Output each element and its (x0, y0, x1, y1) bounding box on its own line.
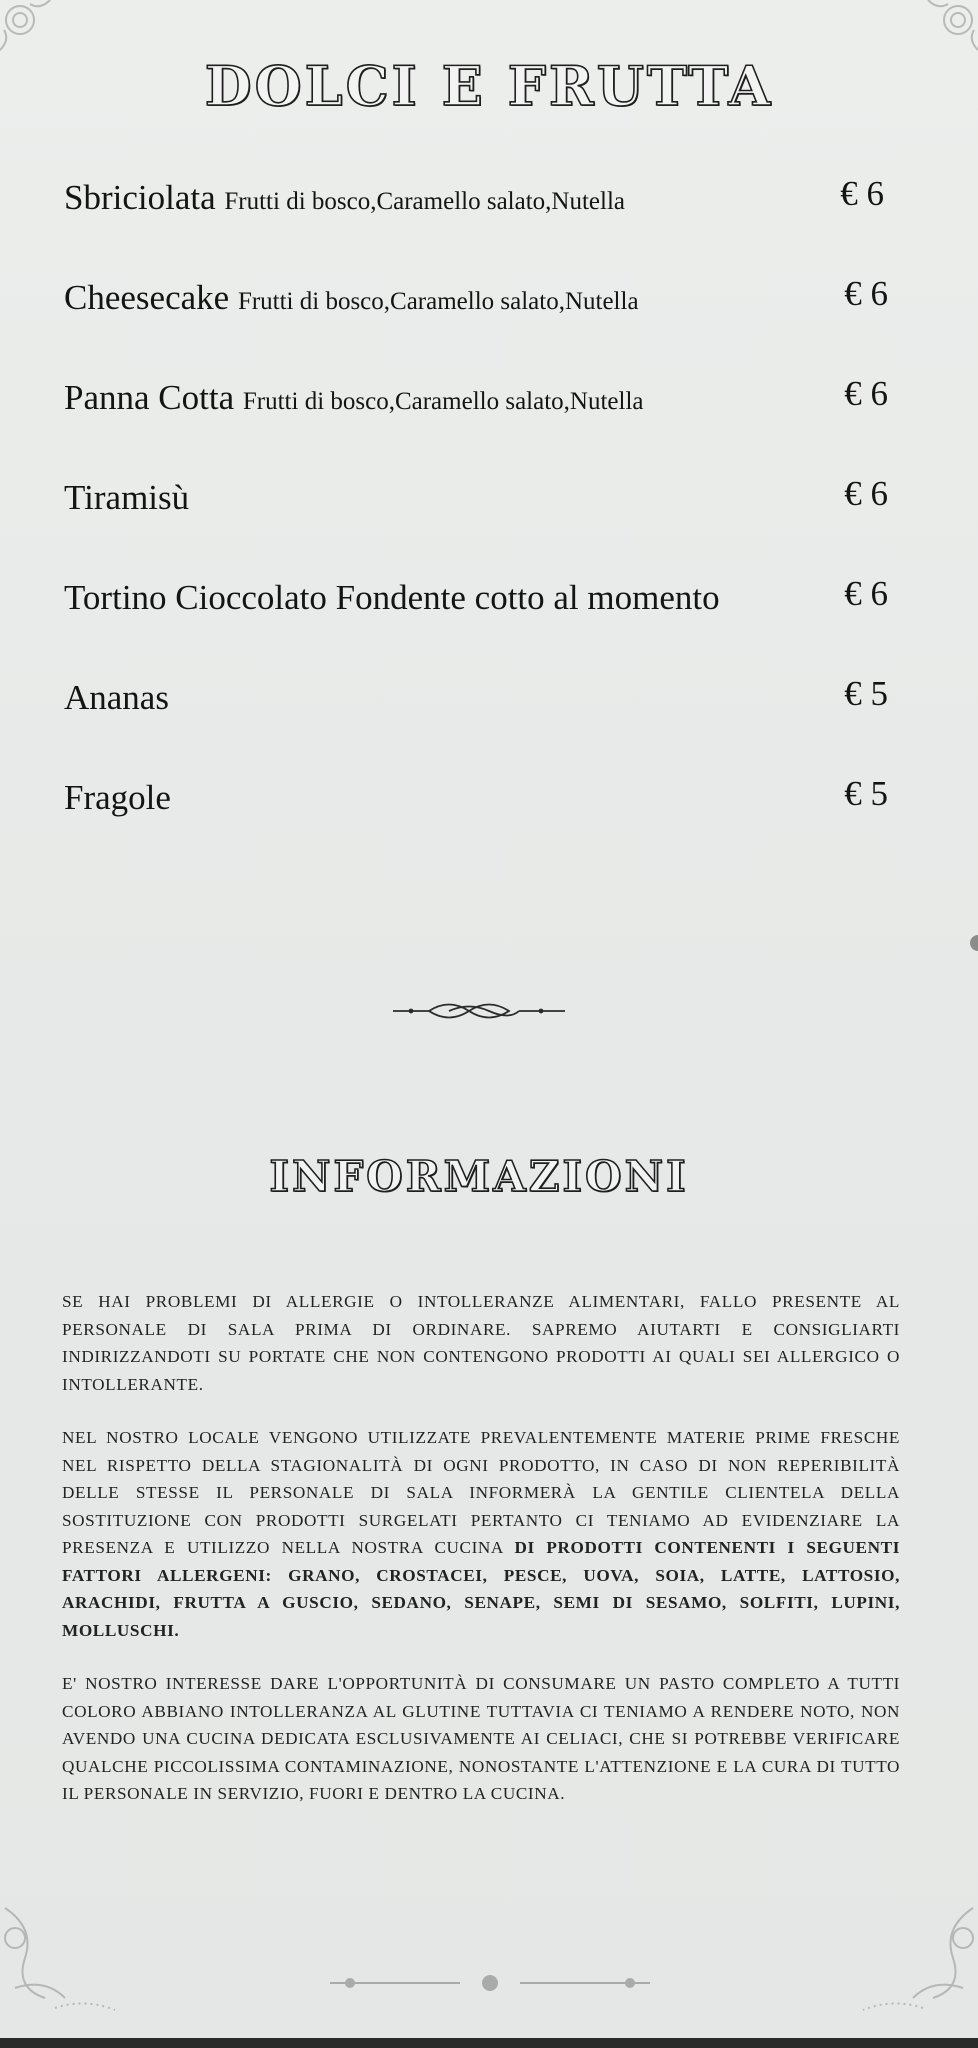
section-title-dolci: DOLCI E FRUTTA (204, 54, 774, 118)
menu-item (64, 768, 888, 868)
corner-flourish-icon (843, 1898, 978, 2028)
menu-item-name: Cheesecake Frutti di bosco,Caramello salato,Nutella (64, 278, 639, 317)
gluten-notice-paragraph: E' NOSTRO INTERESSE DARE L'OPPORTUNITÀ DI CONSUMARE UN PASTO COMPLETO A TUTTI COLORO ABBIANO INTOLLERANZA AL GLUTINE TUTTAVIA CI TENIAMO A RENDERE NOTO, NON AVENDO UNA CUCINA DEDICATA ESCLUSIVAMENTE AI CELIACI, CHE SI POTREBBE VERIFICARE QUALCHE PICCOLISSIMA CONTAMINAZIONE, NONOSTANTE L'ATTENZIONE E LA CURA DI TUTTO IL PERSONALE IN SERVIZIO, FUORI E DENTRO LA CUCINA. (62, 1674, 900, 1803)
menu-item-name: Sbriciolata Frutti di bosco,Caramello salato,Nutella (64, 178, 625, 217)
menu-item (64, 668, 888, 768)
menu-item-name: Fragole (64, 778, 171, 817)
menu-item-name: Tiramisù (64, 478, 190, 517)
menu-item (64, 468, 888, 568)
menu-item-price: € 5 (844, 774, 888, 813)
menu-item (64, 268, 888, 368)
ingredients-paragraph: NEL NOSTRO LOCALE VENGONO UTILIZZATE PREVALENTEMENTE MATERIE PRIME FRESCHE NEL RISPETTO DELLA STAGIONALITÀ DI OGNI PRODOTTO, IN CASO DI NON REPERIBILITÀ DELLE STESSE IL PERSONALE DI SALA INFORMERÀ LA GENTILE CLIENTELA DELLA SOSTITUZIONE CON PRODOTTI SURGELATI PERTANTO CI TENIAMO AD EVIDENZIARE LA PRESENZA E UTILIZZO NELLA NOSTRA CUCINA DI PRODOTTI CONTENENTI I SEGUENTI FATTORI ALLERGENI: GRANO, CROSTACEI, PESCE, UOVA, SOIA, LATTE, LATTOSIO, ARACHIDI, FRUTTA A GUSCIO, SEDANO, SENAPE, SEMI DI SESAMO, SOLFITI, LUPINI, MOLLUSCHI. (62, 1428, 900, 1640)
menu-item (64, 368, 888, 468)
menu-item-price: € 6 (844, 374, 888, 413)
allergen-list: DI PRODOTTI CONTENENTI I SEGUENTI FATTORI ALLERGENI: GRANO, CROSTACEI, PESCE, UOVA, SOIA, LATTE, LATTOSIO, ARACHIDI, FRUTTA A GUSCIO, SEDANO, SENAPE, SEMI DI SESAMO, SOLFITI, LUPINI, MOLLUSCHI. (62, 1538, 900, 1640)
dessert-menu-list (64, 168, 888, 868)
corner-flourish-icon (0, 1898, 135, 2028)
menu-item-price: € 6 (844, 574, 888, 613)
menu-item-price: € 5 (844, 674, 888, 713)
menu-item-description: Frutti di bosco,Caramello salato,Nutella (224, 188, 625, 215)
menu-item-name: Panna Cotta Frutti di bosco,Caramello salato,Nutella (64, 378, 644, 417)
section-title-informazioni: INFORMAZIONI (269, 1152, 689, 1201)
menu-item (64, 168, 884, 268)
allergen-information (62, 1288, 900, 1834)
divider-ornament-icon (389, 996, 569, 1026)
menu-item-price: € 6 (844, 274, 888, 313)
allergy-notice-paragraph: SE HAI PROBLEMI DI ALLERGIE O INTOLLERANZE ALIMENTARI, FALLO PRESENTE AL PERSONALE DI SALA PRIMA DI ORDINARE. SAPREMO AIUTARTI E CONSIGLIARTI INDIRIZZANDOTI SU PORTATE CHE NON CONTENGONO PRODOTTI AI QUALI SEI ALLERGICO O INTOLLERANTE. (62, 1292, 900, 1394)
menu-item-name: Tortino Cioccolato Fondente cotto al momento (64, 578, 720, 617)
menu-item-description: Frutti di bosco,Caramello salato,Nutella (242, 388, 644, 415)
bottom-ornament-icon (320, 1968, 660, 1998)
menu-item-price: € 6 (840, 174, 884, 213)
binding-tab (970, 935, 978, 951)
menu-item (64, 568, 888, 668)
menu-item-name: Ananas (64, 678, 169, 717)
menu-item-description: Frutti di bosco,Caramello salato,Nutella (237, 288, 639, 315)
menu-item-price: € 6 (844, 474, 888, 513)
